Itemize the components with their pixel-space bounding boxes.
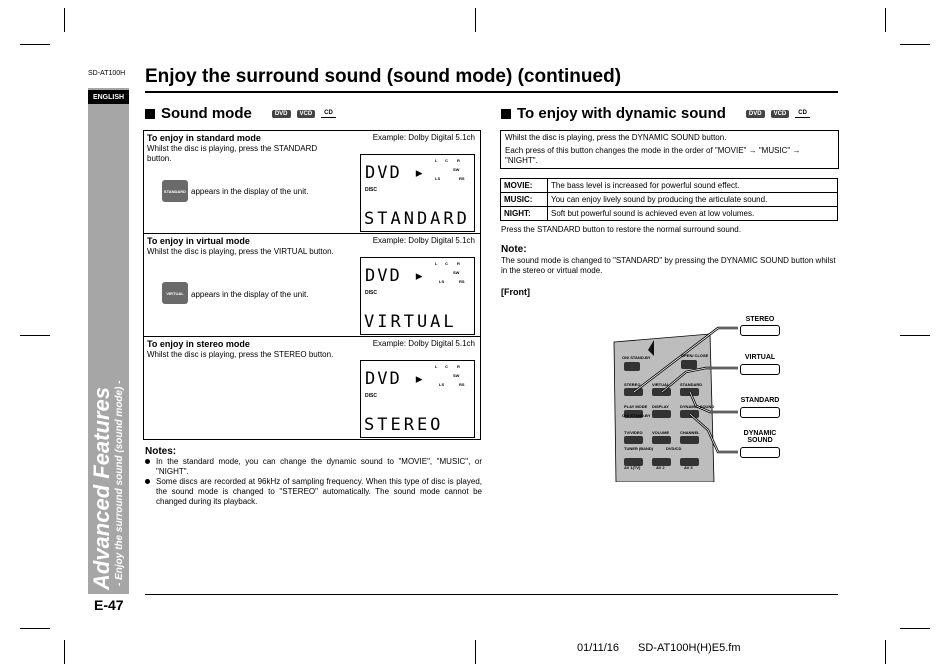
speaker-indicator: [435, 158, 469, 183]
crop-mark: [20, 335, 50, 336]
note-heading: Note:: [501, 244, 527, 255]
mode-row-stereo: [144, 337, 480, 439]
mode-label: To enjoy in stereo mode: [147, 339, 250, 349]
note-item: In the standard mode, you can change the dynamic sound to "MOVIE", "MUSIC", or "NIGHT".: [145, 457, 482, 477]
lcd-line-2: VIRTUAL: [364, 312, 457, 332]
mode-row-virtual: [144, 234, 480, 336]
lcd-line-1: DVD ▸: [365, 266, 427, 286]
speaker-ls: LS: [435, 176, 441, 181]
virtual-indicator-icon: VIRTUAL: [162, 282, 188, 304]
dynamic-sound-heading: [501, 105, 810, 122]
crop-mark: [20, 628, 50, 629]
crop-mark: [475, 640, 476, 664]
indicator-note: appears in the display of the unit.: [191, 290, 309, 299]
sound-mode-heading: [145, 105, 336, 122]
crop-mark: [900, 335, 930, 336]
virtual-callout-label: VIRTUAL: [744, 354, 776, 361]
section-heading-text: To enjoy with dynamic sound: [517, 105, 726, 122]
mode-value: You can enjoy lively sound by producing the articulate sound.: [548, 193, 838, 207]
table-row: [501, 193, 838, 207]
model-number: SD-AT100H: [88, 70, 126, 77]
speaker-c: C: [445, 364, 448, 369]
mode-row-standard: [144, 131, 480, 233]
speaker-c: C: [445, 261, 448, 266]
stereo-callout-label: STEREO: [745, 316, 775, 323]
speaker-sw: SW: [453, 373, 460, 378]
speaker-indicator: [435, 261, 469, 286]
remote-label: ON/ STAND-BY: [622, 413, 651, 418]
sidebar-section-text: [90, 90, 125, 590]
example-text: Example: Dolby Digital 5.1ch: [372, 339, 475, 348]
note-text: The sound mode is changed to "STANDARD" by pressing the DYNAMIC SOUND button whilst in the stereo or virtual mode.: [501, 256, 836, 275]
lcd-line-2: STANDARD: [364, 209, 470, 229]
speaker-r: R: [457, 261, 460, 266]
page-title: Enjoy the surround sound (sound mode) (continued): [145, 66, 622, 87]
dynamic-modes-table: [500, 178, 838, 221]
crop-mark: [20, 44, 50, 45]
remote-label: AV 1(TV): [624, 465, 641, 470]
speaker-rs: RS: [459, 382, 465, 387]
dynamic-instructions-box: [500, 130, 839, 169]
notes-block: [145, 446, 482, 507]
instruction-line: Whilst the disc is playing, press the DYNAMIC SOUND button.: [505, 133, 727, 142]
remote-label: STANDARD: [680, 382, 703, 387]
crop-mark: [900, 628, 930, 629]
square-bullet-icon: [145, 109, 155, 119]
lcd-line-1: DVD ▸: [365, 163, 427, 183]
standard-button-callout: [740, 407, 780, 418]
speaker-r: R: [457, 158, 460, 163]
remote-label: AV 2: [656, 465, 665, 470]
vcd-badge: VCD: [297, 110, 316, 118]
remote-label: ON/ STAND-BY: [622, 355, 651, 360]
lcd-disc-label: DISC: [365, 187, 377, 193]
crop-mark: [475, 8, 476, 32]
square-bullet-icon: [501, 109, 511, 119]
lcd-disc-label: DISC: [365, 393, 377, 399]
crop-mark: [64, 640, 65, 664]
footer-date: 01/11/16: [577, 642, 620, 654]
dynamic-sound-button-callout: [740, 447, 780, 458]
speaker-indicator: [435, 364, 469, 389]
remote-label: DISPLAY: [652, 404, 669, 409]
instruction-line: Each press of this button changes the mode in the order of "MOVIE" → "MUSIC" → "NIGHT".: [505, 146, 801, 165]
speaker-ls: LS: [439, 279, 445, 284]
indicator-note: appears in the display of the unit.: [191, 187, 309, 196]
remote-label: DVD/CD: [666, 446, 682, 451]
sidebar-section-title: Advanced Features: [89, 387, 114, 590]
mode-key: MOVIE:: [501, 179, 548, 193]
vcd-badge: VCD: [771, 110, 790, 118]
mode-key: MUSIC:: [501, 193, 548, 207]
speaker-rs: RS: [459, 176, 465, 181]
title-divider: [145, 91, 838, 93]
speaker-rs: RS: [459, 279, 465, 284]
notes-heading: Notes:: [145, 446, 177, 457]
page-number: E-47: [94, 597, 124, 613]
mode-description: Whilst the disc is playing, press the STANDARD button.: [147, 144, 318, 163]
mode-key: NIGHT:: [501, 207, 548, 221]
remote-label: AV 3: [684, 465, 693, 470]
lcd-line-2: STEREO: [364, 415, 444, 435]
remote-label: VOLUME: [652, 430, 670, 435]
speaker-ls: LS: [439, 382, 445, 387]
speaker-l: L: [435, 158, 438, 163]
note-item: Some discs are recorded at 96kHz of sampling frequency. When this type of disc is played, the sound mode is changed to "STEREO" automatically. The sound mode cannot be changed during its playback.: [145, 477, 482, 507]
crop-mark: [885, 640, 886, 664]
speaker-l: L: [435, 261, 438, 266]
restore-text: Press the STANDARD button to restore the normal surround sound.: [501, 225, 741, 234]
dvd-badge: DVD: [272, 110, 291, 118]
speaker-sw: SW: [453, 167, 460, 172]
mode-description: Whilst the disc is playing, press the VIRTUAL button.: [147, 247, 334, 256]
dynamic-sound-callout-label: DYNAMIC SOUND: [743, 430, 777, 444]
mode-label: To enjoy in standard mode: [147, 133, 261, 143]
sidebar-section-subtitle: - Enjoy the surround sound (sound mode) -: [114, 380, 125, 586]
stereo-button-callout: [740, 325, 780, 336]
lcd-disc-label: DISC: [365, 290, 377, 296]
remote-label: OPEN/ CLOSE: [681, 353, 709, 358]
remote-label: STEREO: [624, 382, 641, 387]
sound-mode-table: [143, 130, 481, 440]
mode-label: To enjoy in virtual mode: [147, 236, 250, 246]
crop-mark: [885, 8, 886, 32]
example-text: Example: Dolby Digital 5.1ch: [372, 236, 475, 245]
lcd-display: [360, 360, 475, 438]
table-row: [501, 179, 838, 193]
crop-mark: [900, 44, 930, 45]
virtual-button-callout: [740, 364, 780, 375]
lcd-line-1: DVD ▸: [365, 369, 427, 389]
speaker-sw: SW: [453, 270, 460, 275]
remote-label: DYNAMIC SOUND: [680, 404, 715, 409]
language-tab: ENGLISH: [88, 90, 129, 104]
bottom-divider: [145, 594, 838, 595]
standard-callout-label: STANDARD: [740, 397, 780, 404]
remote-label: PLAY MODE: [624, 404, 648, 409]
dvd-badge: DVD: [746, 110, 765, 118]
table-row: [501, 207, 838, 221]
remote-label: VIRTUAL: [652, 382, 670, 387]
speaker-r: R: [457, 364, 460, 369]
front-label: [Front]: [501, 287, 530, 297]
remote-label: CHANNEL: [680, 430, 700, 435]
lcd-display: [360, 257, 475, 335]
example-text: Example: Dolby Digital 5.1ch: [372, 133, 475, 142]
cd-badge: CD: [321, 109, 336, 118]
section-heading-text: Sound mode: [161, 105, 252, 122]
mode-description: Whilst the disc is playing, press the STEREO button.: [147, 350, 334, 359]
crop-mark: [64, 8, 65, 32]
cd-badge: CD: [795, 109, 810, 118]
lcd-display: [360, 154, 475, 232]
mode-value: The bass level is increased for powerful sound effect.: [548, 179, 838, 193]
speaker-c: C: [445, 158, 448, 163]
standard-indicator-icon: STANDARD: [162, 180, 188, 202]
speaker-l: L: [435, 364, 438, 369]
mode-value: Soft but powerful sound is achieved even at low volumes.: [548, 207, 838, 221]
footer-filename: SD-AT100H(H)E5.fm: [638, 642, 741, 654]
remote-label: TUNER (BAND): [624, 446, 654, 451]
remote-label: TV/VIDEO: [624, 430, 643, 435]
